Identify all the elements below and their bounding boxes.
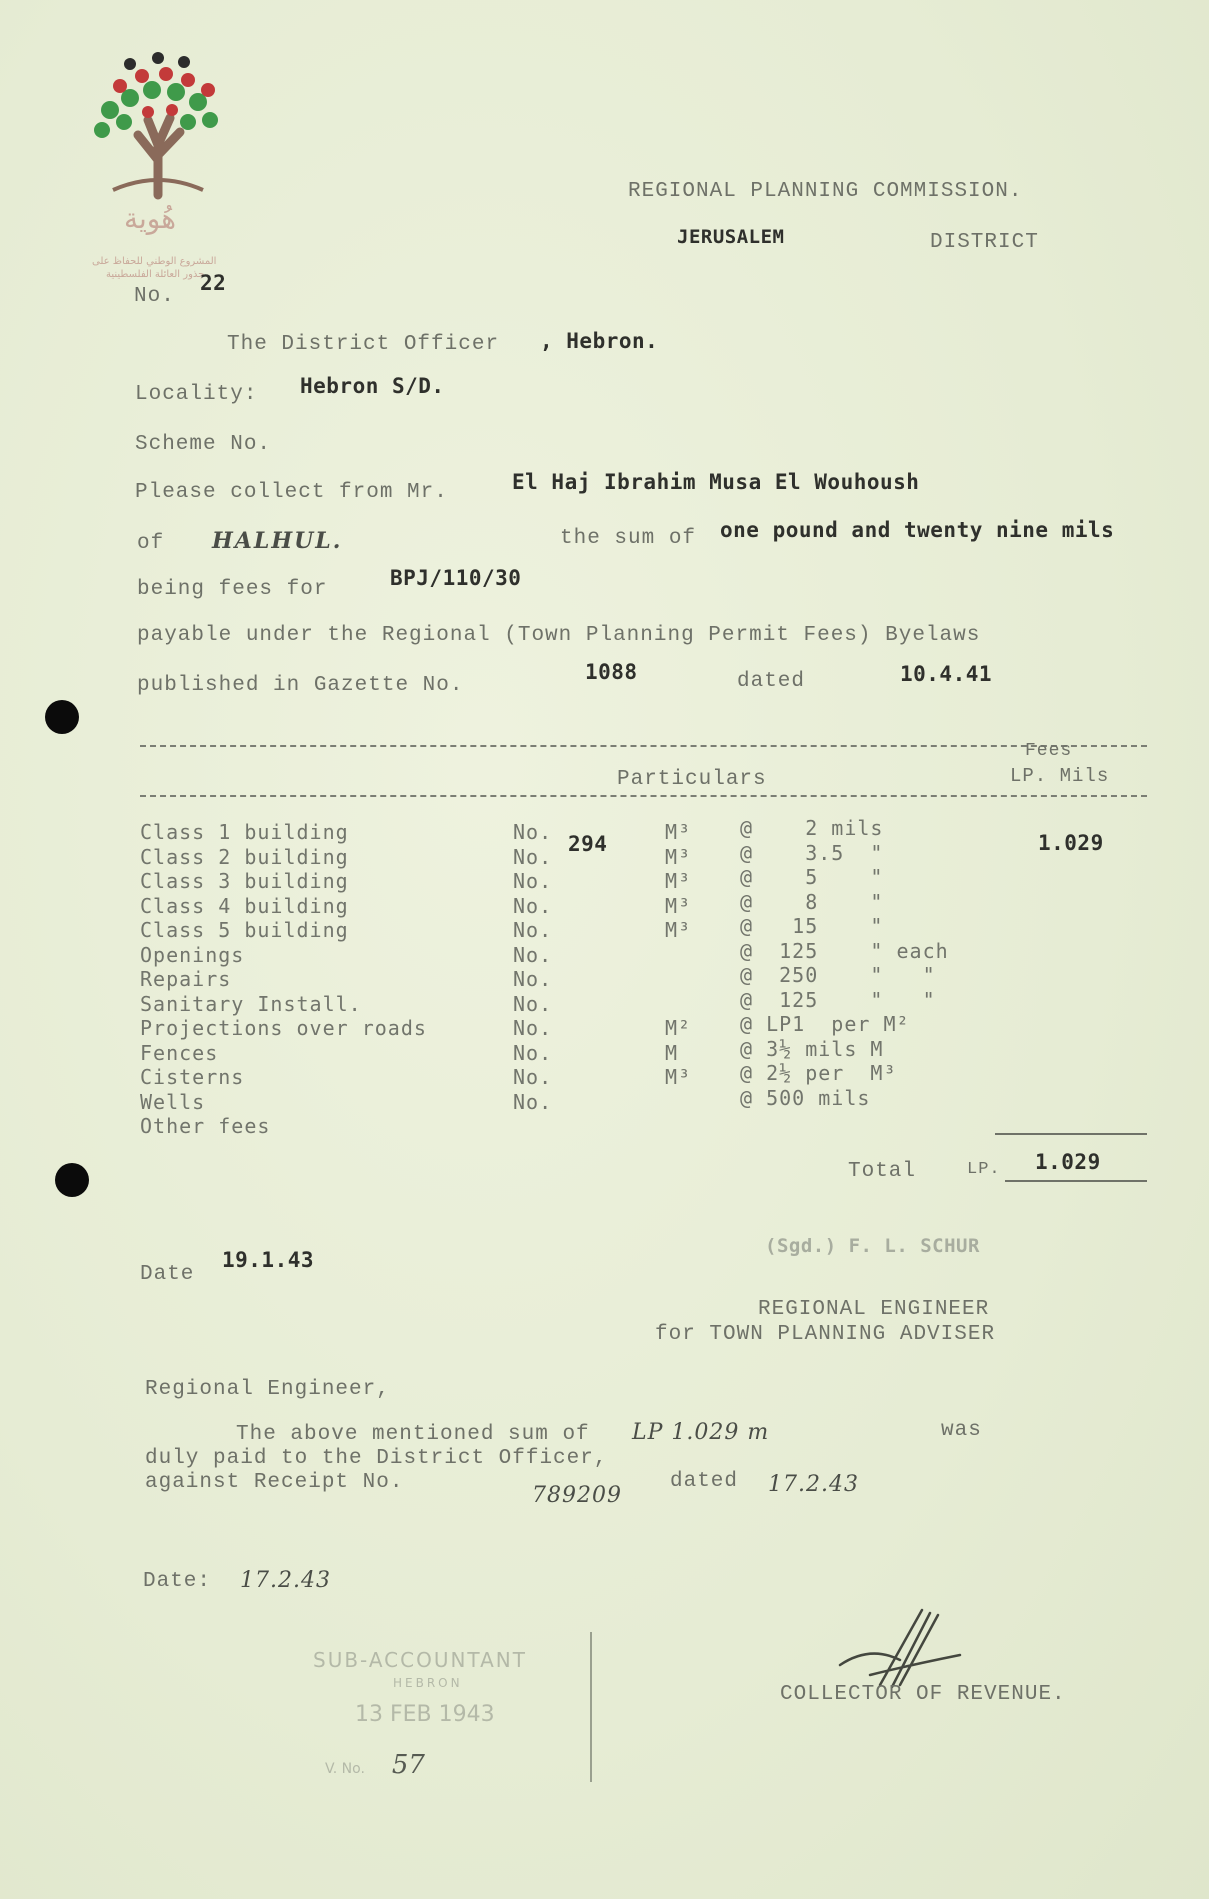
class1-count: 294: [568, 832, 608, 856]
table-header-rule: [140, 795, 1147, 797]
logo-arabic-line1: المشروع الوطني للحفاظ على: [92, 256, 217, 267]
stamp-line2: HEBRON: [393, 1676, 463, 1690]
receipt-line3: against Receipt No.: [145, 1471, 404, 1494]
receipt-was: was: [941, 1419, 982, 1442]
unit-column: M³ M³ M³ M³ M³ M² M M³: [665, 820, 692, 1089]
receipt-dated-label: dated: [670, 1470, 739, 1493]
signed-name: (Sgd.) F. L. SCHUR: [765, 1235, 980, 1257]
dated-label: dated: [737, 670, 806, 693]
table-top-rule: [140, 745, 1147, 747]
receipt-number: 789209: [532, 1483, 622, 1508]
gazette-value: 1088: [585, 660, 638, 684]
fees-value: BPJ/110/30: [390, 566, 522, 590]
to-label: The District Officer: [227, 333, 500, 356]
stamp-line1: SUB-ACCOUNTANT: [313, 1648, 527, 1672]
total-value: 1.029: [1035, 1150, 1101, 1174]
signer-title1: REGIONAL ENGINEER: [758, 1298, 990, 1321]
date-label: Date: [140, 1263, 195, 1286]
receipt-addressee: Regional Engineer,: [145, 1378, 390, 1401]
total-top-rule: [995, 1133, 1147, 1135]
receipt-dated-hand: 17.2.43: [768, 1472, 859, 1497]
class1-fee: 1.029: [1038, 831, 1104, 855]
collect-value: El Haj Ibrahim Musa El Wouhoush: [512, 470, 920, 494]
fees-header: Fees: [1025, 741, 1073, 761]
sum-value: one pound and twenty nine mils: [720, 518, 1115, 542]
stamp-voucher: [325, 1750, 425, 1780]
receipt-line1: The above mentioned sum of: [236, 1423, 590, 1446]
family-tree-icon: [88, 50, 228, 200]
receipt-date-hand: 17.2.43: [240, 1568, 331, 1593]
payable-text: payable under the Regional (Town Planning Permit Fees) Byelaws: [137, 624, 981, 647]
signer-title2: for TOWN PLANNING ADVISER: [655, 1323, 996, 1346]
to-value: , Hebron.: [540, 329, 659, 353]
of-label: of: [137, 532, 165, 555]
locality-label: Locality:: [135, 383, 258, 406]
punch-hole-top: [45, 700, 79, 734]
collector-signature: [830, 1605, 970, 1695]
sum-label: the sum of: [560, 527, 697, 550]
no-value: 22: [200, 271, 227, 295]
locality-value: Hebron S/D.: [300, 374, 445, 398]
fee-class-column: Class 1 building Class 2 building Class 3 building Class 4 building Class 5 building Openings Repairs Sanitary Install. Projections over roads Fences Cisterns Wells Other fees: [140, 820, 427, 1138]
sub-accountant-stamp: [283, 1632, 592, 1782]
date-value: 19.1.43: [222, 1248, 315, 1272]
scheme-label: Scheme No.: [135, 433, 272, 456]
logo-arabic-line2: جذور العائلة الفلسطينية: [106, 269, 205, 280]
fees-label: being fees for: [137, 578, 328, 601]
gazette-label: published in Gazette No.: [137, 674, 464, 697]
fees-subheader: LP. Mils: [1010, 765, 1110, 787]
receipt-line2: duly paid to the District Officer,: [145, 1447, 608, 1470]
number-column: No. No. No. No. No. No. No. No. No. No. No. No.: [513, 820, 553, 1114]
stamp-voucher-label: V. No.: [325, 1761, 365, 1777]
stamp-date: 13 FEB 1943: [355, 1702, 495, 1727]
commission-title: REGIONAL PLANNING COMMISSION.: [628, 180, 1023, 203]
particulars-header: Particulars: [617, 768, 767, 791]
rate-column: @ 2 mils @ 3.5 " @ 5 " @ 8 " @ 15 " @ 125 " each @ 250 " " @ 125 " " @ LP1 per M² @ 3½ mils M @ 2½ per M³ @ 500 mils: [740, 816, 949, 1110]
logo-arabic-word: هُوية: [124, 202, 177, 235]
total-bottom-rule: [1005, 1180, 1147, 1182]
district-label: DISTRICT: [930, 231, 1039, 254]
total-currency: LP.: [967, 1160, 1001, 1179]
receipt-date-label: Date:: [143, 1570, 212, 1593]
district-name: JERUSALEM: [677, 226, 785, 248]
collect-label: Please collect from Mr.: [135, 481, 448, 504]
receipt-sum-hand: LP 1.029 m: [632, 1420, 770, 1445]
collector-label: COLLECTOR OF REVENUE.: [780, 1683, 1066, 1706]
stamp-voucher-value: 57: [391, 1750, 425, 1780]
logo: [88, 50, 228, 285]
no-label: No.: [134, 285, 175, 308]
total-label: Total: [848, 1160, 917, 1183]
punch-hole-bottom: [55, 1163, 89, 1197]
dated-value: 10.4.41: [900, 662, 993, 686]
of-value: HALHUL.: [212, 528, 343, 554]
